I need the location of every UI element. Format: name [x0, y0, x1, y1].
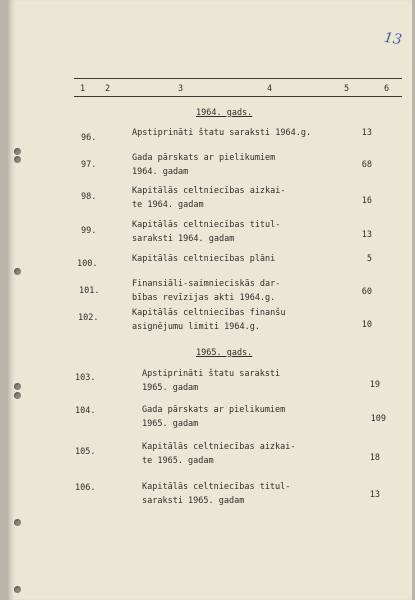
table-row-title [132, 306, 286, 334]
punch-hole [14, 268, 21, 275]
table-row-pages: 60 [361, 287, 372, 297]
title-line: asignējumu limiti 1964.g. [132, 322, 260, 332]
title-line: Kapitālās celtniecības titul- [142, 482, 291, 492]
title-line: 1964. gadam [132, 167, 189, 177]
table-row-title [142, 440, 296, 468]
table-row-pages: 16 [361, 196, 372, 206]
title-line: te 1965. gadam [142, 456, 214, 466]
title-line: Apstiprināti štatu saraksti [142, 369, 281, 379]
title-line: bības revīzijas akti 1964.g. [132, 293, 276, 303]
title-line: saraksti 1965. gadam [142, 496, 245, 506]
title-line: Kapitālās celtniecības finanšu [132, 308, 286, 318]
table-row-number: 106. [75, 483, 96, 493]
title-line: 1965. gadam [142, 419, 199, 429]
table-header-rule [74, 96, 402, 97]
table-row-pages: 10 [361, 320, 372, 330]
table-row-title [142, 480, 290, 508]
table-row-title [132, 184, 286, 212]
title-line: Kapitālās celtniecības plāni [132, 254, 276, 264]
folio-number: 13 [382, 29, 403, 49]
punch-hole [14, 392, 21, 399]
title-line: Apstiprināti štatu saraksti 1964.g. [132, 128, 312, 138]
punch-hole [14, 383, 21, 390]
table-row-number: 100. [77, 259, 98, 269]
title-line: Kapitālās celtniecības aizkai- [132, 186, 286, 196]
table-row-number: 103. [75, 373, 96, 383]
column-header-1: 1 [80, 84, 86, 94]
table-top-rule [74, 78, 402, 79]
column-header-5: 5 [344, 84, 350, 94]
document-page [8, 0, 412, 600]
table-row-number: 99. [81, 226, 97, 236]
title-line: te 1964. gadam [132, 200, 204, 210]
table-row-pages: 13 [361, 128, 372, 138]
table-row-title [132, 126, 311, 140]
table-row-number: 101. [79, 286, 100, 296]
table-row-pages: 68 [361, 160, 372, 170]
column-header-2: 2 [105, 84, 111, 94]
title-line: Finansiāli-saimnieciskās dar- [132, 279, 281, 289]
title-line: 1965. gadam [142, 383, 199, 393]
column-header-4: 4 [267, 84, 273, 94]
table-row-title [132, 218, 280, 246]
punch-hole [14, 156, 21, 163]
punch-hole [14, 519, 21, 526]
title-line: Kapitālās celtniecības aizkai- [142, 442, 296, 452]
table-row-pages: 19 [369, 380, 380, 390]
title-line: saraksti 1964. gadam [132, 234, 235, 244]
table-row-number: 97. [81, 160, 97, 170]
column-header-6: 6 [384, 84, 390, 94]
table-row-title [132, 151, 275, 179]
binding-holes [14, 0, 24, 600]
table-row-pages: 18 [369, 453, 380, 463]
section-heading-1965: 1965. gads. [196, 348, 253, 358]
section-heading-1964: 1964. gads. [196, 108, 253, 118]
title-line: Kapitālās celtniecības titul- [132, 220, 281, 230]
table-row-number: 105. [75, 447, 96, 457]
table-row-title [142, 367, 280, 395]
table-row-pages: 13 [361, 230, 372, 240]
column-header-3: 3 [178, 84, 184, 94]
table-row-title [132, 277, 280, 305]
table-row-title [132, 252, 275, 266]
table-row-number: 102. [78, 313, 99, 323]
punch-hole [14, 148, 21, 155]
table-row-pages: 13 [369, 490, 380, 500]
table-row-pages: 5 [366, 254, 372, 264]
table-row-number: 104. [75, 406, 96, 416]
table-row-number: 98. [81, 192, 97, 202]
title-line: Gada pārskats ar pielikumiem [142, 405, 286, 415]
table-row-title [142, 403, 285, 431]
table-row-number: 96. [81, 133, 97, 143]
punch-hole [14, 586, 21, 593]
table-row-pages: 109 [370, 414, 386, 424]
title-line: Gada pārskats ar pielikumiem [132, 153, 276, 163]
